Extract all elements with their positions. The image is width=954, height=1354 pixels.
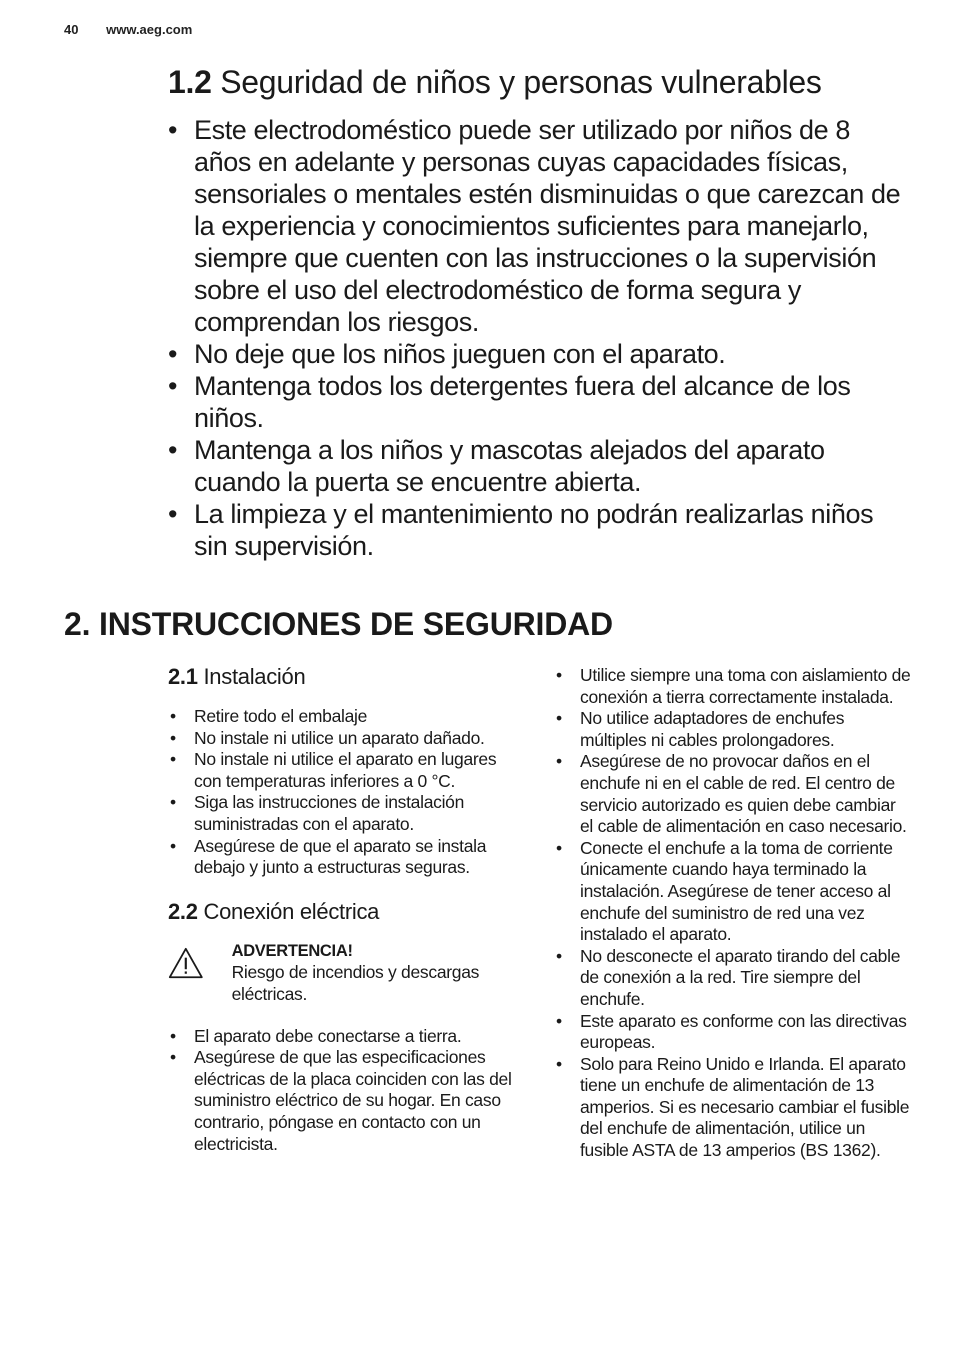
section-number: 1.2 [168, 64, 212, 100]
chapter-number: 2. [64, 606, 91, 642]
list-item: • No desconecte el aparato tirando del cable de conexión a la red. Tire siempre del enchufe. [554, 946, 912, 1011]
section-2-1-heading [168, 660, 523, 694]
warning-title: ADVERTENCIA! [231, 941, 353, 960]
list-item: • Conecte el enchufe a la toma de corriente únicamente cuando haya terminado la instalación. Asegúrese de tener acceso al enchufe del suministro de red una vez instalado el aparato. [554, 838, 912, 946]
installation-list [168, 706, 523, 879]
list-item: • No utilice adaptadores de enchufes múltiples ni cables prolongadores. [554, 708, 912, 751]
electrical-list-right [554, 665, 912, 1162]
list-item: • Asegúrese de no provocar daños en el enchufe ni en el cable de red. El centro de servicio autorizado es quien debe cambiar el cable de alimentación en caso necesario. [554, 751, 912, 837]
list-item: • La limpieza y el mantenimiento no podrán realizarlas niños sin supervisión. [168, 498, 908, 562]
warning-triangle-icon [168, 945, 204, 981]
left-column [168, 660, 523, 1155]
list-item: • Asegúrese de que el aparato se instala debajo y junto a estructuras seguras. [168, 836, 523, 879]
section-1-2-heading [168, 64, 822, 101]
page-header [64, 22, 192, 37]
child-safety-list [168, 114, 908, 562]
list-item: • Este electrodoméstico puede ser utilizado por niños de 8 años en adelante y personas cuyas capacidades físicas, sensoriales o mentales estén disminuidas o que carezcan de la experiencia y conocimientos suficientes para manejarlo, siempre que cuenten con las instrucciones o la supervisión sobre el uso del electrodoméstico de forma segura y comprendan los riesgos. [168, 114, 908, 338]
list-item: • Mantenga todos los detergentes fuera del alcance de los niños. [168, 370, 908, 434]
electrical-list-left [168, 1026, 523, 1156]
list-item: • Asegúrese de que las especificaciones eléctricas de la placa coinciden con las del suministro eléctrico de su hogar. En caso contrario, póngase en contacto con un electricista. [168, 1047, 523, 1155]
list-item: • Retire todo el embalaje [168, 706, 523, 728]
warning-box [168, 941, 523, 1006]
section-title: Instalación [203, 664, 306, 689]
list-item: • Utilice siempre una toma con aislamiento de conexión a tierra correctamente instalada. [554, 665, 912, 708]
page-number: 40 [64, 22, 79, 37]
chapter-title: INSTRUCCIONES DE SEGURIDAD [99, 606, 613, 642]
list-item: • No instale ni utilice el aparato en lugares con temperaturas inferiores a 0 °C. [168, 749, 523, 792]
list-item: • No instale ni utilice un aparato dañado. [168, 728, 523, 750]
section-number: 2.2 [168, 898, 198, 924]
warning-text: Riesgo de incendios y descargas eléctricas. [231, 962, 480, 1004]
warning-text-block [232, 941, 523, 1006]
list-item: • Mantenga a los niños y mascotas alejados del aparato cuando la puerta se encuentre abierta. [168, 434, 908, 498]
list-item: • No deje que los niños jueguen con el aparato. [168, 338, 908, 370]
section-title: Seguridad de niños y personas vulnerables [220, 64, 822, 100]
chapter-heading [64, 606, 613, 643]
list-item: • Solo para Reino Unido e Irlanda. El aparato tiene un enchufe de alimentación de 13 amperios. Si es necesario cambiar el fusible del enchufe de alimentación, utilice un fusible ASTA de 13 amperios (BS 1362). [554, 1054, 912, 1162]
right-column [554, 665, 912, 1162]
section-number: 2.1 [168, 664, 198, 689]
list-item: • El aparato debe conectarse a tierra. [168, 1026, 523, 1048]
header-url[interactable]: www.aeg.com [106, 22, 193, 37]
section-title: Conexión eléctrica [203, 898, 380, 924]
list-item: • Siga las instrucciones de instalación suministradas con el aparato. [168, 792, 523, 835]
list-item: • Este aparato es conforme con las directivas europeas. [554, 1011, 912, 1054]
section-2-2-heading [168, 895, 523, 929]
